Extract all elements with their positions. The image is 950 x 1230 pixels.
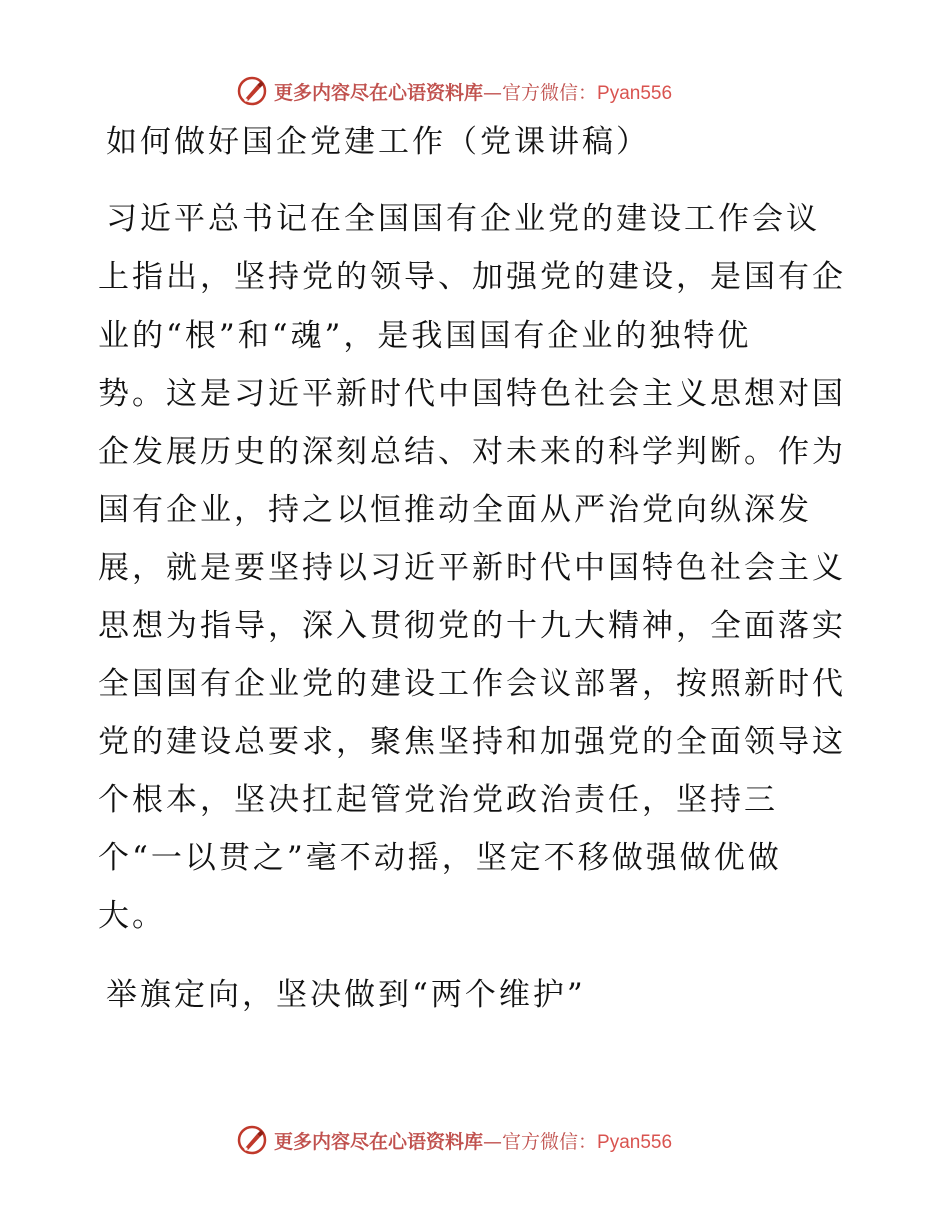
banner-site-name: 更多内容尽在心语资料库 — [274, 1130, 484, 1153]
paragraph-line: 上指出，坚持党的领导、加强党的建设，是国有企 — [98, 259, 846, 295]
paragraph-line: 势。这是习近平新时代中国特色社会主义思想对国 — [98, 376, 846, 412]
paragraph-line: 思想为指导，深入贯彻党的十九大精神，全面落实 — [98, 608, 846, 644]
banner-dash: — — [483, 1130, 503, 1153]
paragraph-line: 大。 — [98, 898, 166, 934]
document-title: 如何做好国企党建工作（党课讲稿） — [106, 124, 650, 160]
banner-dash: — — [483, 81, 503, 104]
banner-wechat-id: Pyan556 — [597, 82, 673, 104]
footer-banner — [236, 1123, 672, 1157]
banner-wechat-id: Pyan556 — [597, 1131, 673, 1153]
paragraph-line: 展，就是要坚持以习近平新时代中国特色社会主义 — [98, 550, 846, 586]
banner-site-name: 更多内容尽在心语资料库 — [274, 81, 484, 104]
paragraph-line: 个根本，坚决扛起管党治党政治责任，坚持三 — [98, 782, 778, 818]
header-banner — [236, 74, 672, 108]
section-heading: 举旗定向，坚决做到“两个维护” — [106, 977, 586, 1013]
paragraph-line: 党的建设总要求，聚焦坚持和加强党的全面领导这 — [98, 724, 846, 760]
paragraph-line: 国有企业，持之以恒推动全面从严治党向纵深发 — [98, 492, 812, 528]
pen-logo-icon — [236, 1124, 268, 1156]
paragraph-line: 企发展历史的深刻总结、对未来的科学判断。作为 — [98, 434, 846, 470]
paragraph-line: 全国国有企业党的建设工作会议部署，按照新时代 — [98, 666, 846, 702]
banner-official-label: 官方微信： — [502, 81, 598, 104]
paragraph-line: 业的“根”和“魂”，是我国国有企业的独特优 — [98, 318, 752, 354]
banner-official-label: 官方微信： — [502, 1130, 598, 1153]
paragraph-line: 习近平总书记在全国国有企业党的建设工作会议 — [106, 201, 820, 237]
pen-logo-icon — [236, 75, 268, 107]
paragraph-line: 个“一以贯之”毫不动摇，坚定不移做强做优做 — [98, 840, 782, 876]
